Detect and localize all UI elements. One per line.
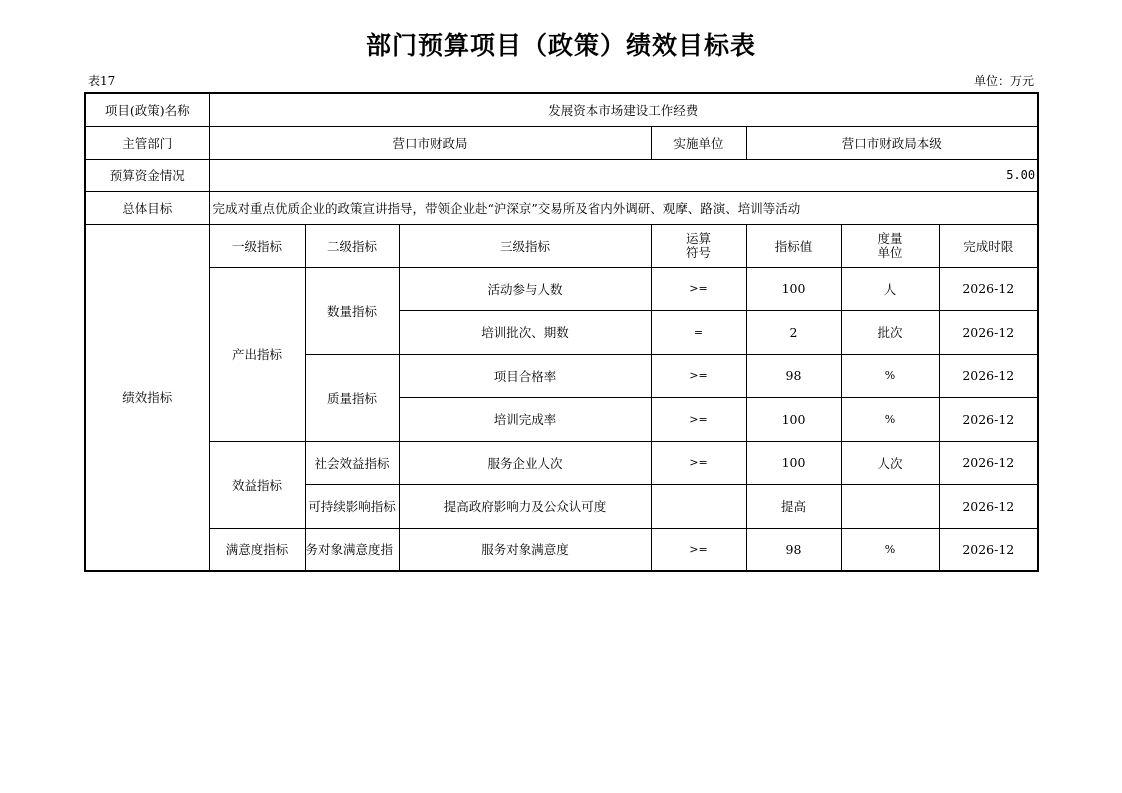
indicator-name: 培训批次、期数 — [399, 310, 651, 354]
indicator-unit: 批次 — [841, 310, 939, 354]
indicator-operator: >= — [651, 528, 746, 571]
indicator-value: 提高 — [746, 484, 841, 528]
indicator-value: 98 — [746, 354, 841, 397]
indicator-name: 服务企业人次 — [399, 441, 651, 484]
budget-value: 5.00 — [209, 159, 1038, 191]
header-unit-line2: 单位 — [877, 244, 903, 260]
implementing-unit-value: 营口市财政局本级 — [746, 126, 1038, 159]
level2-satisfaction: 务对象满意度指 — [305, 528, 399, 571]
indicator-deadline: 2026-12 — [939, 310, 1038, 354]
indicator-operator: >= — [651, 441, 746, 484]
indicator-header-row — [85, 224, 1038, 267]
project-name-row — [85, 93, 1038, 126]
page-title: 部门预算项目（政策）绩效目标表 — [365, 31, 756, 60]
header-level2: 二级指标 — [305, 224, 399, 267]
indicator-unit: % — [841, 397, 939, 441]
header-unit-line1: 度量 — [877, 230, 903, 246]
level2-social: 社会效益指标 — [305, 441, 399, 484]
level2-sustain: 可持续影响指标 — [305, 484, 399, 528]
department-label: 主管部门 — [85, 126, 209, 159]
level1-benefit: 效益指标 — [209, 441, 305, 528]
indicator-operator: >= — [651, 267, 746, 310]
indicator-unit: 人 — [841, 267, 939, 310]
header-value: 指标值 — [746, 224, 841, 267]
indicator-row — [85, 528, 1038, 571]
budget-row — [85, 159, 1038, 191]
table-number: 表17 — [88, 74, 116, 88]
indicator-unit: 人次 — [841, 441, 939, 484]
indicator-value: 100 — [746, 267, 841, 310]
indicator-value: 98 — [746, 528, 841, 571]
level2-quantity: 数量指标 — [305, 267, 399, 354]
indicator-deadline: 2026-12 — [939, 528, 1038, 571]
indicator-name: 服务对象满意度 — [399, 528, 651, 571]
header-deadline: 完成时限 — [939, 224, 1038, 267]
indicator-deadline: 2026-12 — [939, 484, 1038, 528]
department-row — [85, 126, 1038, 159]
performance-indicator-label: 绩效指标 — [85, 224, 209, 571]
level1-output: 产出指标 — [209, 267, 305, 441]
indicator-value: 100 — [746, 441, 841, 484]
indicator-operator: = — [651, 310, 746, 354]
header-operator — [651, 224, 746, 267]
header-level3: 三级指标 — [399, 224, 651, 267]
indicator-name: 活动参与人数 — [399, 267, 651, 310]
header-unit — [841, 224, 939, 267]
indicator-operator: >= — [651, 354, 746, 397]
header-level1: 一级指标 — [209, 224, 305, 267]
level2-quality: 质量指标 — [305, 354, 399, 441]
indicator-deadline: 2026-12 — [939, 441, 1038, 484]
indicator-row — [85, 441, 1038, 484]
indicator-deadline: 2026-12 — [939, 354, 1038, 397]
indicator-name: 提高政府影响力及公众认可度 — [399, 484, 651, 528]
indicator-operator — [651, 484, 746, 528]
indicator-unit: % — [841, 528, 939, 571]
indicator-value: 100 — [746, 397, 841, 441]
indicator-name: 项目合格率 — [399, 354, 651, 397]
performance-target-table — [84, 92, 1039, 572]
indicator-value: 2 — [746, 310, 841, 354]
unit-label: 单位：万元 — [973, 74, 1034, 88]
indicator-deadline: 2026-12 — [939, 397, 1038, 441]
project-name-label: 项目(政策)名称 — [85, 93, 209, 126]
budget-label: 预算资金情况 — [85, 159, 209, 191]
indicator-row — [85, 267, 1038, 310]
indicator-unit: % — [841, 354, 939, 397]
project-name-value: 发展资本市场建设工作经费 — [209, 93, 1038, 126]
indicator-deadline: 2026-12 — [939, 267, 1038, 310]
header-operator-line1: 运算 — [685, 230, 711, 246]
indicator-operator: >= — [651, 397, 746, 441]
level1-satisfaction: 满意度指标 — [209, 528, 305, 571]
overall-goal-row — [85, 191, 1038, 224]
implementing-unit-label: 实施单位 — [651, 126, 746, 159]
overall-goal-label: 总体目标 — [85, 191, 209, 224]
header-operator-line2: 符号 — [685, 244, 711, 260]
department-value: 营口市财政局 — [209, 126, 651, 159]
overall-goal-value: 完成对重点优质企业的政策宣讲指导，带领企业赴“沪深京”交易所及省内外调研、观摩、路演、培训等活动 — [209, 191, 1038, 224]
indicator-name: 培训完成率 — [399, 397, 651, 441]
indicator-unit — [841, 484, 939, 528]
